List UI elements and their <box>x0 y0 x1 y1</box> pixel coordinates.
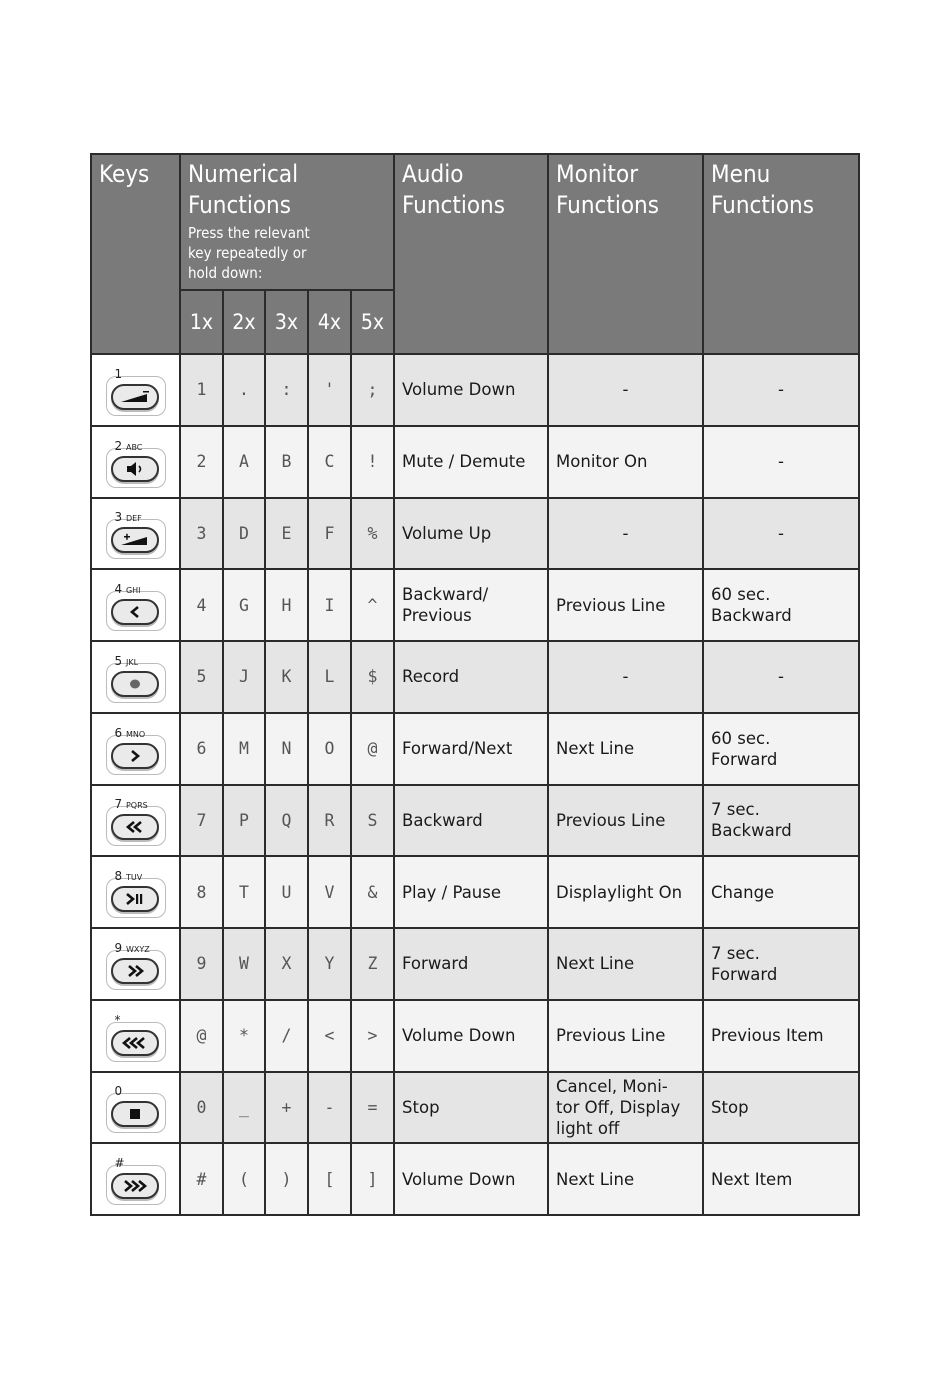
key-cell <box>91 928 180 1000</box>
char-cell-2x: W <box>223 928 265 1000</box>
char-cell-3x: / <box>265 1000 308 1072</box>
char-cell-3x: + <box>265 1072 308 1144</box>
char-cell-1x: 6 <box>180 713 223 785</box>
table-row <box>91 928 859 1000</box>
char-cell-5x: S <box>351 785 394 857</box>
char-cell-1x: 2 <box>180 426 223 498</box>
char-cell-2x: D <box>223 498 265 570</box>
keypad-key <box>105 864 167 920</box>
menu-function-cell: 60 sec. Forward <box>703 713 859 785</box>
char-cell-5x: ^ <box>351 569 394 641</box>
header-audio-functions: Audio Functions <box>394 154 548 354</box>
key-cell <box>91 1000 180 1072</box>
monitor-function-cell: Next Line <box>548 713 703 785</box>
key-cell <box>91 713 180 785</box>
char-cell-4x: < <box>308 1000 351 1072</box>
char-cell-3x: X <box>265 928 308 1000</box>
table-row <box>91 785 859 857</box>
char-cell-5x: > <box>351 1000 394 1072</box>
char-cell-4x: - <box>308 1072 351 1144</box>
audio-function-cell: Mute / Demute <box>394 426 548 498</box>
key-label: 8 TUV <box>114 869 143 884</box>
key-label: 7 PQRS <box>114 797 148 812</box>
key-cell <box>91 1143 180 1215</box>
keypad-key <box>105 1079 167 1135</box>
audio-function-cell: Volume Down <box>394 1143 548 1215</box>
char-cell-5x: ; <box>351 354 394 426</box>
monitor-function-cell: - <box>548 498 703 570</box>
menu-function-cell: 7 sec. Forward <box>703 928 859 1000</box>
keypad-key <box>105 577 167 633</box>
char-cell-1x: 8 <box>180 856 223 928</box>
monitor-function-cell: Monitor On <box>548 426 703 498</box>
char-cell-4x: R <box>308 785 351 857</box>
key-cell <box>91 354 180 426</box>
key-function-table <box>90 153 860 1216</box>
monitor-function-cell: Next Line <box>548 928 703 1000</box>
char-cell-3x: Q <box>265 785 308 857</box>
key-label: 4 GHI <box>114 582 141 597</box>
menu-function-cell: - <box>703 354 859 426</box>
key-label: 2 ABC <box>114 438 143 453</box>
menu-function-cell: Change <box>703 856 859 928</box>
header-numerical-functions: Numerical Functions Press the relevant key repeatedly or hold down: <box>180 154 394 290</box>
menu-function-cell: - <box>703 426 859 498</box>
keypad-key <box>105 792 167 848</box>
volume-down-icon <box>111 384 159 410</box>
key-cell <box>91 426 180 498</box>
monitor-function-cell: Cancel, Moni- tor Off, Display light off <box>548 1072 703 1144</box>
audio-function-cell: Backward <box>394 785 548 857</box>
mute-speaker-icon <box>111 456 159 482</box>
audio-function-cell: Backward/ Previous <box>394 569 548 641</box>
char-cell-3x: B <box>265 426 308 498</box>
char-cell-2x: P <box>223 785 265 857</box>
table-body <box>91 354 859 1215</box>
monitor-function-cell: Displaylight On <box>548 856 703 928</box>
char-cell-5x: & <box>351 856 394 928</box>
table-row <box>91 569 859 641</box>
header-press-5x: 5x <box>351 290 394 354</box>
header-press-3x: 3x <box>265 290 308 354</box>
char-cell-2x: _ <box>223 1072 265 1144</box>
char-cell-2x: G <box>223 569 265 641</box>
keypad-key <box>105 362 167 418</box>
monitor-function-cell: Previous Line <box>548 785 703 857</box>
char-cell-3x: : <box>265 354 308 426</box>
key-cell <box>91 569 180 641</box>
char-cell-1x: 1 <box>180 354 223 426</box>
audio-function-cell: Volume Down <box>394 354 548 426</box>
keypad-key <box>105 1008 167 1064</box>
key-label: 0 <box>114 1084 123 1099</box>
key-cell <box>91 641 180 713</box>
key-label: 6 MNO <box>114 725 146 740</box>
char-cell-4x: F <box>308 498 351 570</box>
char-cell-1x: 4 <box>180 569 223 641</box>
char-cell-5x: Z <box>351 928 394 1000</box>
char-cell-5x: ] <box>351 1143 394 1215</box>
menu-function-cell: Next Item <box>703 1143 859 1215</box>
menu-function-cell: Stop <box>703 1072 859 1144</box>
char-cell-3x: U <box>265 856 308 928</box>
char-cell-1x: 0 <box>180 1072 223 1144</box>
header-menu-functions: Menu Functions <box>703 154 859 354</box>
key-cell <box>91 856 180 928</box>
table-row <box>91 1000 859 1072</box>
menu-function-cell: 60 sec. Backward <box>703 569 859 641</box>
table-row <box>91 1143 859 1215</box>
table-row <box>91 713 859 785</box>
key-label: * <box>114 1012 121 1027</box>
char-cell-3x: E <box>265 498 308 570</box>
char-cell-1x: 9 <box>180 928 223 1000</box>
char-cell-4x: V <box>308 856 351 928</box>
char-cell-5x: ! <box>351 426 394 498</box>
menu-function-cell: - <box>703 641 859 713</box>
char-cell-4x: [ <box>308 1143 351 1215</box>
char-cell-1x: # <box>180 1143 223 1215</box>
char-cell-3x: N <box>265 713 308 785</box>
key-label: 5 JKL <box>114 653 139 668</box>
char-cell-3x: H <box>265 569 308 641</box>
char-cell-2x: . <box>223 354 265 426</box>
audio-function-cell: Volume Up <box>394 498 548 570</box>
keypad-key <box>105 649 167 705</box>
monitor-function-cell: Previous Line <box>548 569 703 641</box>
audio-function-cell: Forward/Next <box>394 713 548 785</box>
header-numerical-instructions: Press the relevant key repeatedly or hold down: <box>188 224 310 282</box>
char-cell-4x: ' <box>308 354 351 426</box>
char-cell-3x: K <box>265 641 308 713</box>
char-cell-4x: O <box>308 713 351 785</box>
table-row <box>91 498 859 570</box>
chevron-left-icon <box>111 599 159 625</box>
char-cell-2x: T <box>223 856 265 928</box>
char-cell-1x: 3 <box>180 498 223 570</box>
audio-function-cell: Stop <box>394 1072 548 1144</box>
char-cell-4x: Y <box>308 928 351 1000</box>
keypad-key <box>105 434 167 490</box>
menu-function-cell: Previous Item <box>703 1000 859 1072</box>
monitor-function-cell: Previous Line <box>548 1000 703 1072</box>
table-row <box>91 856 859 928</box>
keypad-key <box>105 936 167 992</box>
keypad-key <box>105 505 167 561</box>
key-label: # <box>114 1156 125 1171</box>
center-button-icon <box>111 671 159 697</box>
char-cell-4x: L <box>308 641 351 713</box>
triple-chevron-left-icon <box>111 1030 159 1056</box>
key-label: 3 DEF <box>114 510 142 525</box>
double-chevron-right-icon <box>111 958 159 984</box>
header-monitor-functions: Monitor Functions <box>548 154 703 354</box>
char-cell-1x: 5 <box>180 641 223 713</box>
char-cell-1x: 7 <box>180 785 223 857</box>
monitor-function-cell: - <box>548 641 703 713</box>
double-chevron-left-icon <box>111 814 159 840</box>
table-row <box>91 641 859 713</box>
audio-function-cell: Forward <box>394 928 548 1000</box>
header-press-2x: 2x <box>223 290 265 354</box>
char-cell-4x: I <box>308 569 351 641</box>
char-cell-2x: A <box>223 426 265 498</box>
monitor-function-cell: - <box>548 354 703 426</box>
stop-icon <box>111 1101 159 1127</box>
monitor-function-cell: Next Line <box>548 1143 703 1215</box>
key-cell <box>91 498 180 570</box>
table-row <box>91 426 859 498</box>
audio-function-cell: Record <box>394 641 548 713</box>
keypad-key <box>105 1151 167 1207</box>
menu-function-cell: 7 sec. Backward <box>703 785 859 857</box>
key-label: 9 WXYZ <box>114 940 150 955</box>
char-cell-2x: ( <box>223 1143 265 1215</box>
play-pause-icon <box>111 886 159 912</box>
triple-chevron-right-icon <box>111 1173 159 1199</box>
key-cell <box>91 785 180 857</box>
char-cell-5x: % <box>351 498 394 570</box>
menu-function-cell: - <box>703 498 859 570</box>
chevron-right-icon <box>111 743 159 769</box>
audio-function-cell: Play / Pause <box>394 856 548 928</box>
char-cell-2x: J <box>223 641 265 713</box>
key-cell <box>91 1072 180 1144</box>
header-keys: Keys <box>91 154 180 354</box>
table-row <box>91 354 859 426</box>
char-cell-5x: = <box>351 1072 394 1144</box>
char-cell-3x: ) <box>265 1143 308 1215</box>
volume-up-icon <box>111 527 159 553</box>
char-cell-5x: $ <box>351 641 394 713</box>
char-cell-1x: @ <box>180 1000 223 1072</box>
key-label: 1 <box>114 366 123 381</box>
char-cell-2x: M <box>223 713 265 785</box>
header-press-4x: 4x <box>308 290 351 354</box>
header-press-1x: 1x <box>180 290 223 354</box>
audio-function-cell: Volume Down <box>394 1000 548 1072</box>
table-row <box>91 1072 859 1144</box>
keypad-key <box>105 721 167 777</box>
char-cell-2x: * <box>223 1000 265 1072</box>
char-cell-5x: @ <box>351 713 394 785</box>
char-cell-4x: C <box>308 426 351 498</box>
